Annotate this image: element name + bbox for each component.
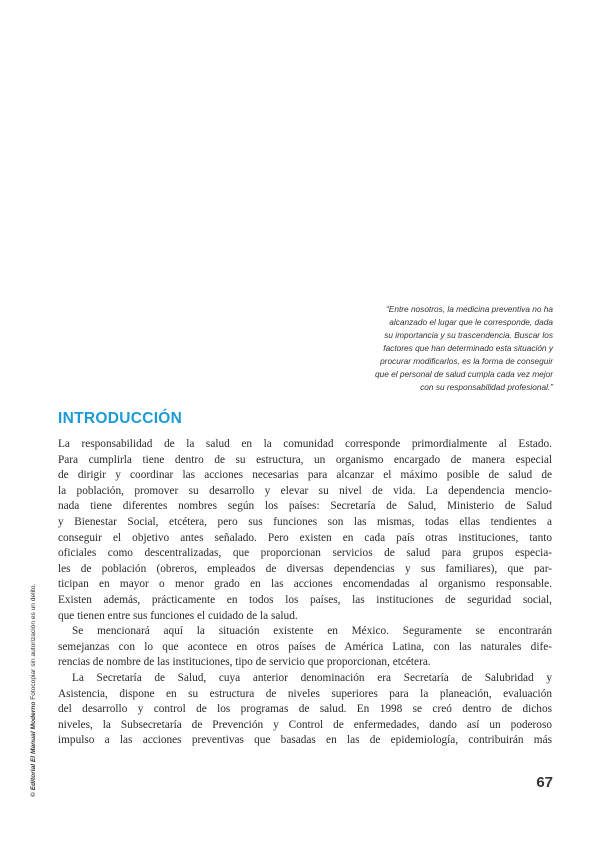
quote-line: su importancia y su trascendencia. Buscar los [384,330,553,340]
body-line: semejanzas con lo que acontece en otros países de América Latina, con las naturales dife- [58,640,552,653]
body-line: impulso a las acciones preventivas que basadas en las de epidemiología, contribuirán más [58,734,552,747]
body-line: La responsabilidad de la salud en la comunidad corresponde primordialmente al Estado. [58,438,552,450]
body-line: ticipan en mayor o menor grado en las acciones encomendadas al organismo responsable. [58,578,552,591]
quote-line: que el personal de salud cumpla cada vez mejor [374,369,553,379]
publisher-credit: © Editorial El Manual Moderno [30,701,37,797]
quote-line: procurar modificarlos, es la forma de conseguir [380,356,553,366]
body-line: nada tiene diferentes nombres según los países: Secretaría de Salud, Ministerio de Salud [58,500,552,513]
quote-line: con su responsabilidad profesional.” [420,382,553,392]
body-line: de dirigir y coordinar las acciones necesarias para alcanzar el máximo posible de salud de [58,469,552,482]
body-line: que tienen entre sus funciones el cuidado de la salud. [58,609,298,622]
page-number: 67 [536,774,553,791]
body-line: Asistencia, dispone en su estructura de niveles superiores para la planeación, evaluación [58,687,552,700]
quote-line: “Entre nosotros, la medicina preventiva no ha [386,304,553,314]
body-line: rencias de nombre de las instituciones, tipo de servicio que proporcionan, etcétera. [58,656,431,669]
quote-line: alcanzado el lugar que le corresponde, dada [389,317,553,327]
epigraph-quote [303,303,553,394]
quote-line: factores que han determinado esta situación y [383,343,553,353]
body-line: del desarrollo y control de los programas de salud. En 1998 se creó dentro de dichos [58,703,552,716]
body-line: oficiales como descentralizadas, que proporcionan servicios de salud para grupos especia- [58,547,552,560]
copy-warning: Fotocopiar sin autorización es un delito. [30,583,37,700]
body-line: conseguir el objetivo antes señalado. Pero existen en cada país otras instituciones, tanto [58,531,552,544]
body-line: Se mencionará aquí la situación existente en México. Seguramente se encontrarán [72,625,552,638]
body-line: niveles, la Subsecretaría de Prevención y Control de enfermedades, dando así un poderoso [58,718,552,731]
copyright-notice [30,584,37,797]
body-text [58,437,552,749]
section-heading: INTRODUCCIÓN [58,410,183,427]
body-line: Existen además, prácticamente en todos los países, las instituciones de seguridad social, [58,593,552,606]
body-line: Para cumplirla tiene dentro de su estructura, un organismo encargado de manera especial [58,453,552,466]
body-line: y Bienestar Social, etcétera, pero sus funciones son las mismas, todas ellas tendientes a [58,515,552,528]
body-line: la población, promover su desarrollo y elevar su nivel de vida. La dependencia mencio- [58,484,552,497]
body-line: La Secretaría de Salud, cuya anterior denominación era Secretaría de Salubridad y [72,671,552,684]
body-line: les de población (obreros, empleados de diversas dependencias y sus familiares), que par- [58,562,552,575]
